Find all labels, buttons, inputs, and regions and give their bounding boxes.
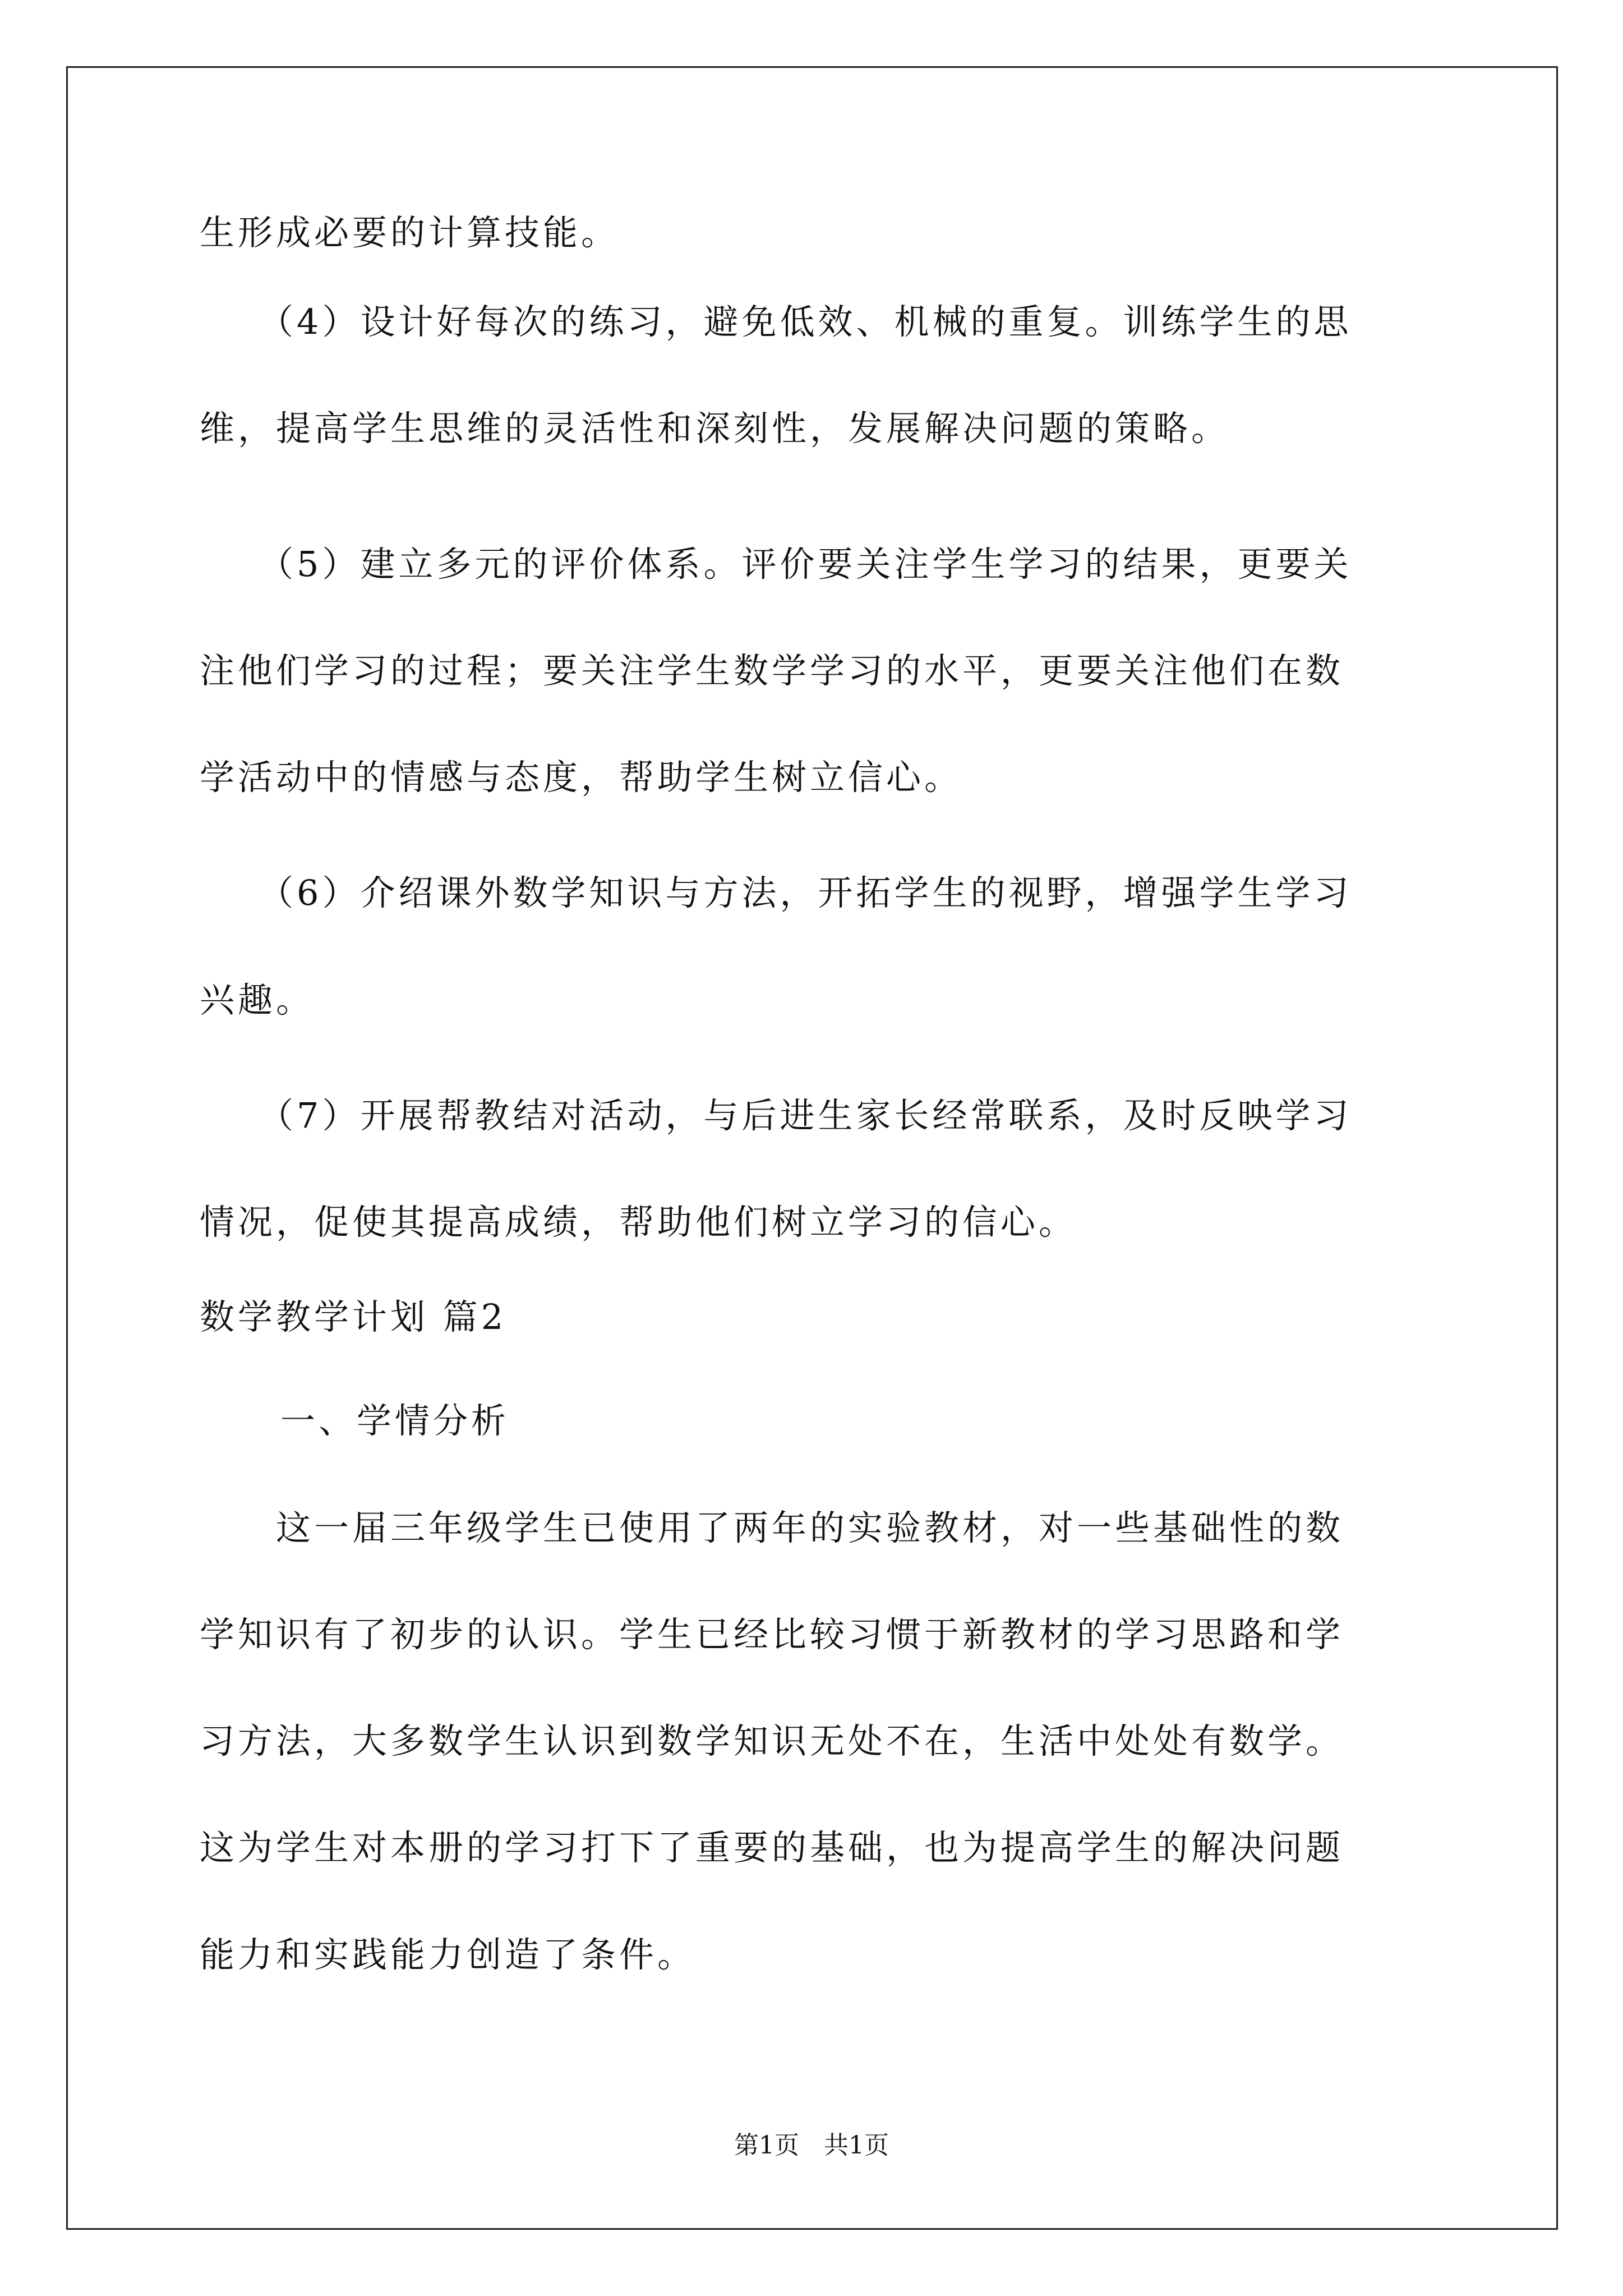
- page-border: [66, 66, 1558, 2230]
- page-footer: 第1页 共1页: [734, 2131, 889, 2160]
- paragraph-line: （5）建立多元的评价体系。评价要关注学生学习的结果，更要关: [200, 544, 1352, 585]
- paragraph-line: （6）介绍课外数学知识与方法，开拓学生的视野，增强学生学习: [200, 872, 1352, 913]
- paragraph-line: 习方法，大多数学生认识到数学知识无处不在，生活中处处有数学。: [200, 1720, 1344, 1761]
- paragraph-line: 生形成必要的计算技能。: [200, 212, 620, 253]
- paragraph-line: 这为学生对本册的学习打下了重要的基础，也为提高学生的解决问题: [200, 1827, 1344, 1868]
- paragraph-line: 注他们学习的过程；要关注学生数学学习的水平，更要关注他们在数: [200, 650, 1344, 691]
- paragraph-line: 情况，促使其提高成绩，帮助他们树立学习的信心。: [200, 1202, 1077, 1243]
- paragraph-line: 兴趣。: [200, 979, 315, 1020]
- paragraph-line: 学活动中的情感与态度，帮助学生树立信心。: [200, 757, 963, 798]
- paragraph-line: 学知识有了初步的认识。学生已经比较习惯于新教材的学习思路和学: [200, 1614, 1344, 1655]
- paragraph-line: （4）设计好每次的练习，避免低效、机械的重复。训练学生的思: [200, 301, 1352, 342]
- paragraph-line: 能力和实践能力创造了条件。: [200, 1934, 696, 1975]
- section-heading: 数学教学计划 篇2: [200, 1296, 507, 1337]
- paragraph-line: 这一届三年级学生已使用了两年的实验教材，对一些基础性的数: [200, 1507, 1344, 1548]
- paragraph-line: 维，提高学生思维的灵活性和深刻性，发展解决问题的策略。: [200, 408, 1230, 449]
- paragraph-line: （7）开展帮教结对活动，与后进生家长经常联系，及时反映学习: [200, 1095, 1352, 1136]
- subsection-heading: 一、学情分析: [280, 1400, 510, 1441]
